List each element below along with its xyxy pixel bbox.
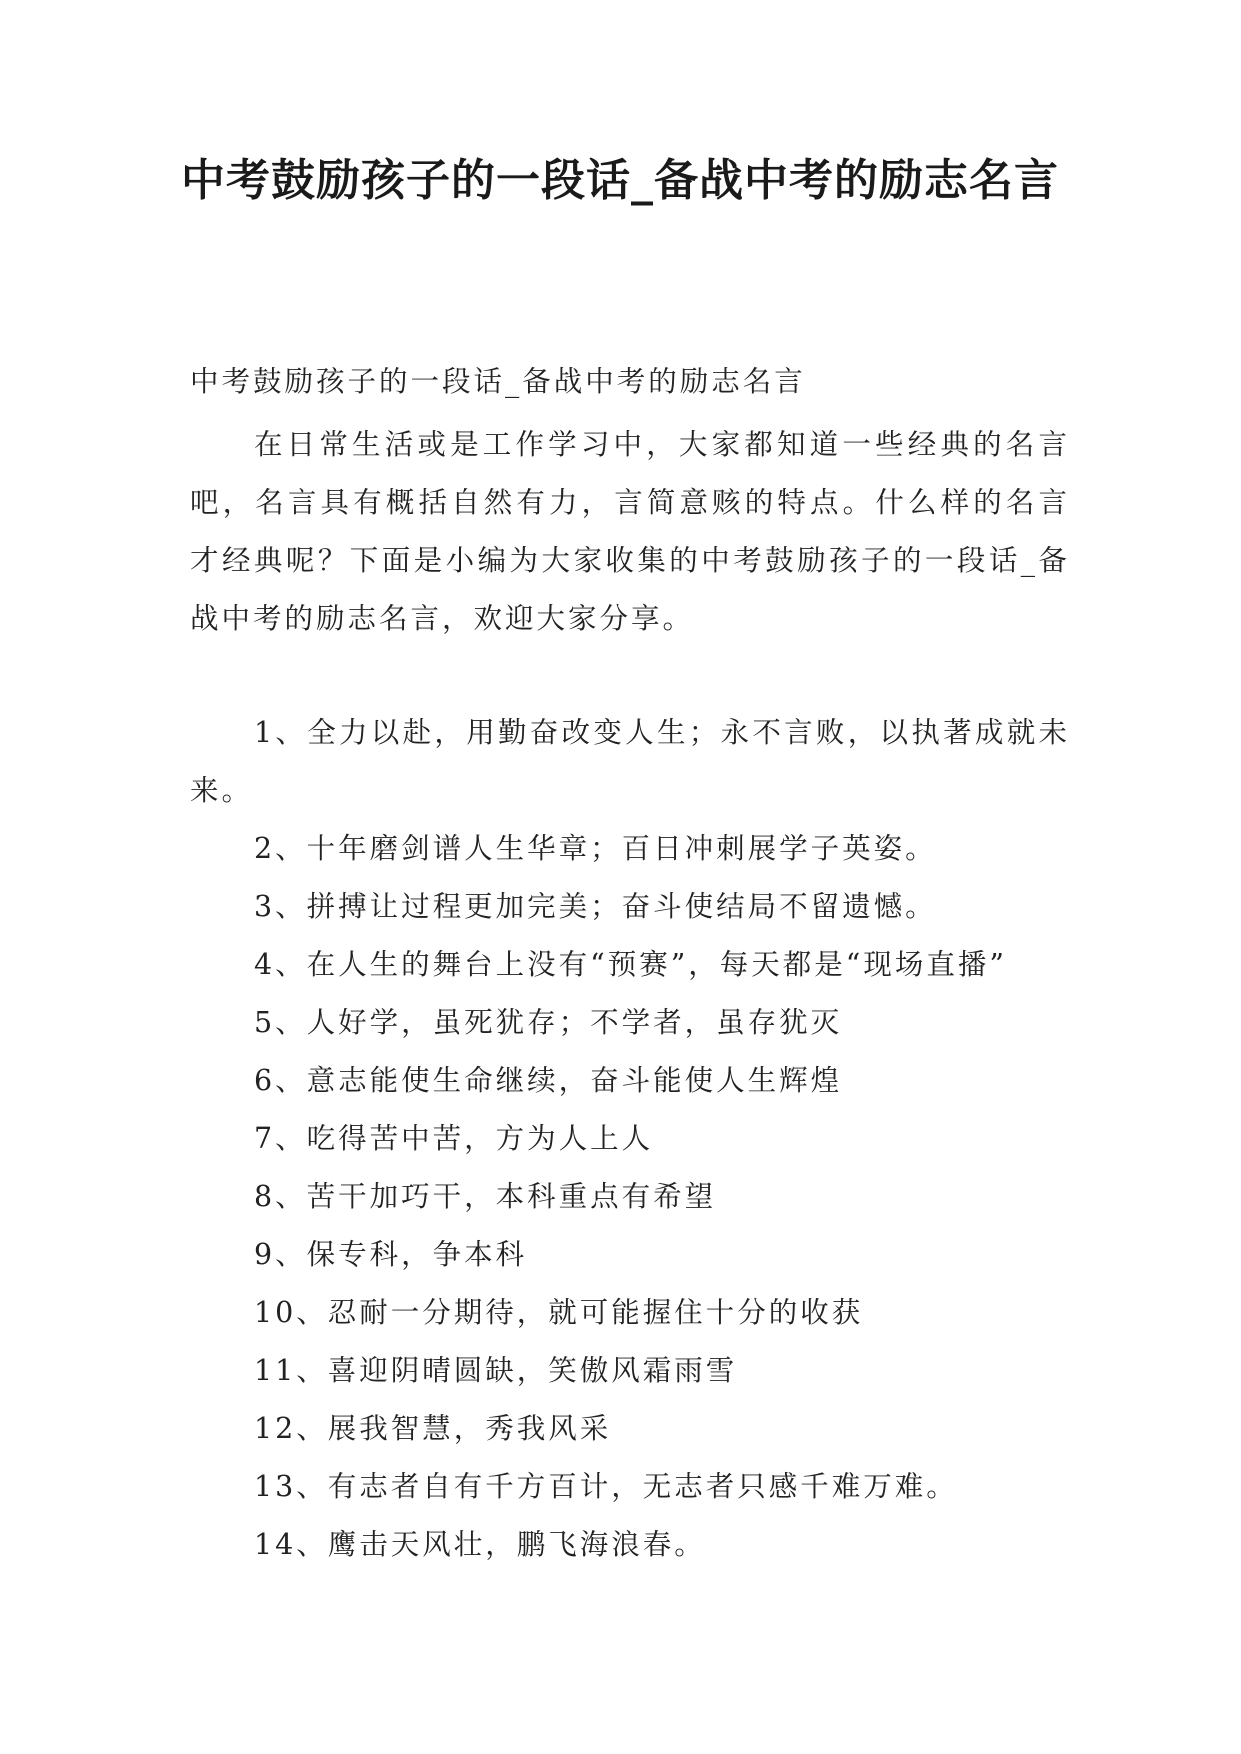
quote-item: 14、鹰击天风壮，鹏飞海浪春。 [254,1528,706,1561]
quote-item: 12、展我智慧，秀我风采 [254,1412,612,1445]
quote-item: 10、忍耐一分期待，就可能握住十分的收获 [254,1296,864,1329]
quote-item: 9、保专科，争本科 [254,1238,528,1271]
quote-item: 7、吃得苦中苦，方为人上人 [254,1122,654,1155]
quote-item: 11、喜迎阴晴圆缺，笑傲风霜雨雪 [254,1354,738,1387]
document-subtitle: 中考鼓励孩子的一段话_备战中考的励志名言 [190,365,806,398]
quote-item: 1、全力以赴，用勤奋改变人生；永不言败，以执著成就未来。 [190,716,1070,807]
quote-item: 3、拼搏让过程更加完美；奋斗使结局不留遗憾。 [254,890,937,923]
quote-item: 4、在人生的舞台上没有“预赛”，每天都是“现场直播” [254,948,1007,981]
intro-paragraph: 在日常生活或是工作学习中，大家都知道一些经典的名言吧，名言具有概括自然有力，言简意赅的特点。什么样的名言才经典呢？下面是小编为大家收集的中考鼓励孩子的一段话_备战中考的励志名言，欢迎大家分享。 [190,428,1070,635]
quote-item: 8、苦干加巧干，本科重点有希望 [254,1180,717,1213]
quote-item: 2、十年磨剑谱人生华章；百日冲刺展学子英姿。 [254,832,937,865]
quote-item: 5、人好学，虽死犹存；不学者，虽存犹灭 [254,1006,843,1039]
document-title: 中考鼓励孩子的一段话_备战中考的励志名言 [181,155,1059,206]
quote-list [190,704,1070,1574]
quote-item: 13、有志者自有千方百计，无志者只感千难万难。 [254,1470,958,1503]
quote-item: 6、意志能使生命继续，奋斗能使人生辉煌 [254,1064,843,1097]
